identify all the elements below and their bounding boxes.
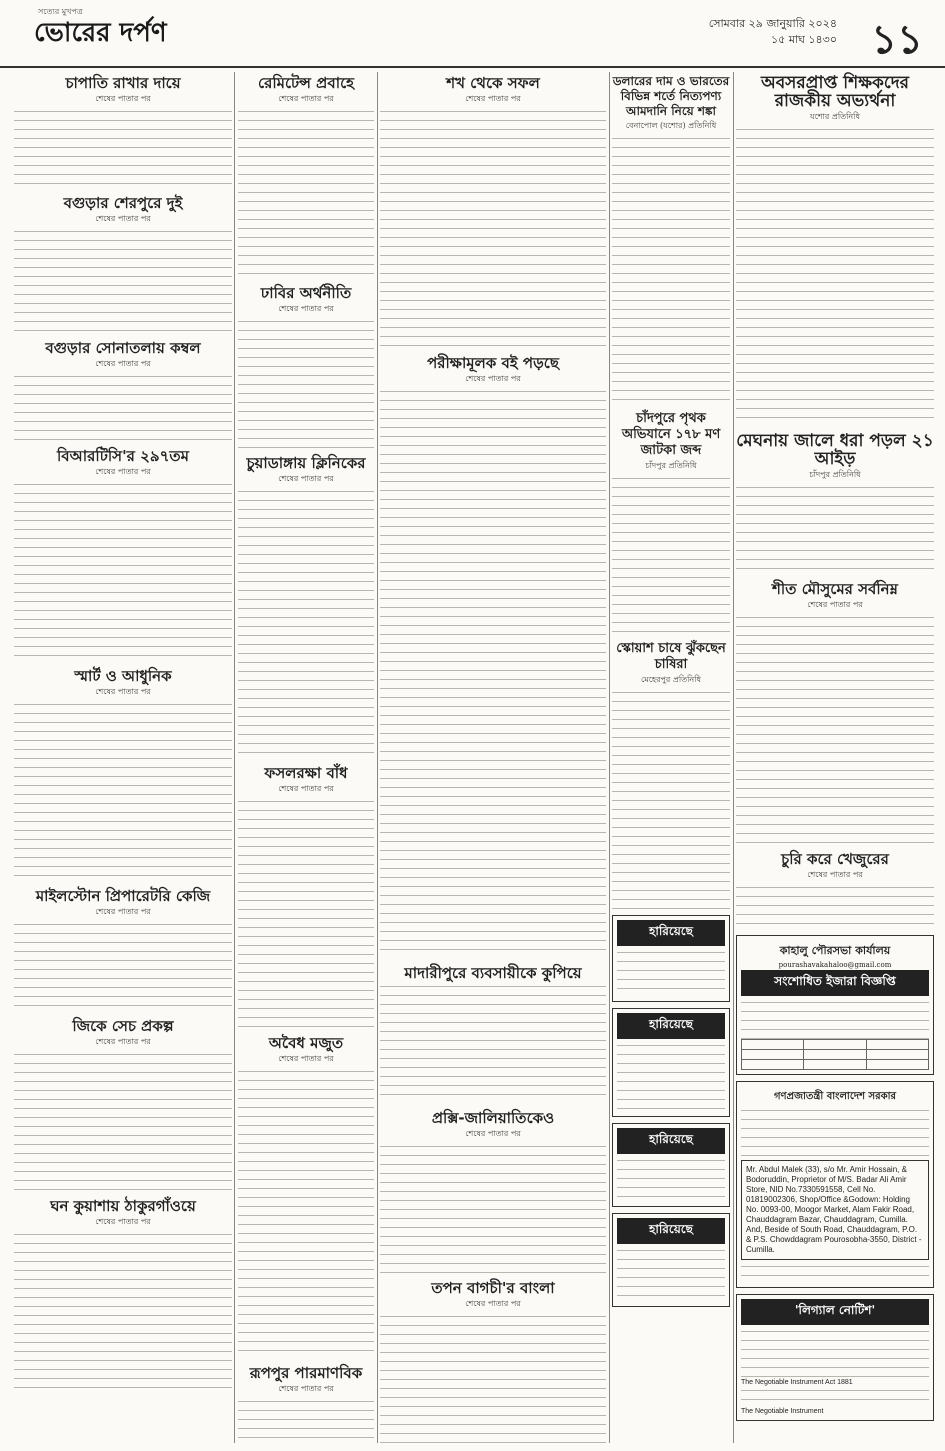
newspaper-logo: ভোরের দর্পণ: [34, 18, 167, 48]
kicker: শেষের পাতার পর: [95, 907, 151, 916]
ad-body: [617, 1247, 725, 1302]
story: [736, 432, 934, 574]
ad-title: হারিয়েছে: [617, 1013, 725, 1039]
court-footer: [741, 1263, 929, 1283]
headline: ঢাবির অর্থনীতি: [260, 284, 352, 302]
classified-ad: [612, 1008, 730, 1117]
headline: চুরি করে খেজুরের: [781, 850, 889, 868]
story-body: [612, 475, 730, 635]
story-body: [380, 388, 606, 958]
tender-office: কাহালু পৌরসভা কার্যালয়: [779, 944, 891, 957]
story-body: [736, 126, 934, 426]
story: [238, 1034, 374, 1358]
story: [14, 1197, 232, 1391]
kicker: শেষের পাতার পর: [95, 94, 151, 103]
ad-body: [617, 1157, 725, 1202]
dateline: [709, 16, 837, 48]
headline: জিকে সেচ প্রকল্প: [72, 1017, 174, 1035]
ad-body: [617, 1042, 725, 1112]
column-5: [736, 72, 934, 1443]
page-number: ১১: [871, 17, 923, 63]
story: [14, 667, 232, 881]
legal-title: 'লিগ্যাল নোটিশ': [741, 1299, 929, 1325]
tagline: সত্যের মুখপত্র: [38, 7, 83, 16]
story: [380, 964, 606, 1103]
legal-body-2: [741, 1387, 929, 1407]
kicker: শেষের পাতার পর: [95, 1037, 151, 1046]
story-body: [238, 318, 374, 448]
date-gregorian: সোমবার ২৯ জানুয়ারি ২০২৪: [708, 17, 837, 30]
story-body: [380, 1313, 606, 1443]
story-body: [14, 228, 232, 333]
story-body: [14, 1231, 232, 1391]
story-body: [14, 481, 232, 661]
story: [736, 580, 934, 844]
ad-title: হারিয়েছে: [617, 1218, 725, 1244]
column-3: [380, 72, 606, 1443]
story: [380, 354, 606, 958]
ad-title: হারিয়েছে: [617, 1128, 725, 1154]
tender-notice: [736, 935, 934, 1075]
column-divider: [234, 72, 235, 1443]
story-body: [238, 1068, 374, 1358]
kicker: যশোর প্রতিনিধি: [810, 112, 860, 121]
legal-english: The Negotiable Instrument Act 1881: [741, 1379, 853, 1386]
masthead: [0, 0, 945, 68]
headline: স্মার্ট ও আধুনিক: [74, 667, 172, 685]
story: [238, 74, 374, 278]
story-body: [736, 614, 934, 844]
story-body: [612, 135, 730, 405]
story-body: [14, 701, 232, 881]
court-govt: গণপ্রজাতন্ত্রী বাংলাদেশ সরকার: [774, 1091, 896, 1102]
story: [14, 447, 232, 661]
legal-notice: [736, 1294, 934, 1421]
kicker: শেষের পাতার পর: [465, 374, 521, 383]
headline: অবৈধ মজুত: [268, 1034, 344, 1052]
story: [238, 284, 374, 448]
story-body: [380, 1143, 606, 1273]
headline: রূপপুর পারমাণবিক: [249, 1364, 363, 1382]
story-body: [14, 921, 232, 1011]
kicker: শেষের পাতার পর: [807, 600, 863, 609]
kicker: শেষের পাতার পর: [278, 1054, 334, 1063]
headline: শখ থেকে সফল: [446, 74, 540, 92]
column-4: [612, 72, 730, 1443]
column-divider: [377, 72, 378, 1443]
kicker: শেষের পাতার পর: [278, 304, 334, 313]
story: [612, 74, 730, 405]
story-body: [238, 798, 374, 1028]
story: [380, 1109, 606, 1273]
legal-body: [741, 1328, 929, 1378]
column-divider: [733, 72, 734, 1443]
headline: প্রক্সি-জালিয়াতিকেও: [431, 1109, 555, 1127]
court-english: Mr. Abdul Malek (33), s/o Mr. Amir Hossain, & Bodoruddin, Proprietor of M/S. Badar Ali Amir Store, NID No.7330591558, Cell No. 01819002306, Shop/Office &Godown: Holding No. 0093-00, Moogor Market, Alam Fakir Road, Chauddagram Bazar, Chauddagram, Cumilla. And, Beside of South Road, Chauddagram, P.O. & P.S. Chowddagram Pourosobha-3550, District - Cumilla.: [741, 1160, 929, 1260]
story-body: [238, 108, 374, 278]
headline: রেমিটেন্স প্রবাহে: [258, 74, 354, 92]
story: [736, 850, 934, 929]
kicker: চাঁদপুর প্রতিনিধি: [809, 470, 861, 479]
kicker: শেষের পাতার পর: [278, 784, 334, 793]
headline: চুয়াডাঙ্গায় ক্লিনিকের: [246, 454, 366, 472]
story: [14, 339, 232, 441]
headline: শীত মৌসুমের সর্বনিম্ন: [772, 580, 898, 598]
column-1: [14, 72, 232, 1443]
headline: মাইলস্টোন প্রিপারেটরি কেজি: [35, 887, 211, 905]
story: [238, 454, 374, 758]
kicker: শেষের পাতার পর: [465, 1129, 521, 1138]
kicker: শেষের পাতার পর: [278, 1384, 334, 1393]
ad-body: [617, 949, 725, 997]
kicker: শেষের পাতার পর: [465, 94, 521, 103]
column-2: [238, 72, 374, 1443]
headline: বগুড়ার সোনাতলায় কম্বল: [45, 339, 201, 357]
headline: মাদারীপুরে ব্যবসায়ীকে কুপিয়ে: [404, 964, 582, 982]
tender-title: সংশোধিত ইজারা বিজ্ঞপ্তি: [741, 970, 929, 996]
story: [238, 1364, 374, 1443]
headline: পরীক্ষামূলক বই পড়ছে: [427, 354, 559, 372]
kicker: শেষের পাতার পর: [278, 94, 334, 103]
story-body: [238, 488, 374, 758]
kicker: শেষের পাতার পর: [95, 359, 151, 368]
court-body: [741, 1107, 929, 1157]
story: [612, 411, 730, 635]
headline: বগুড়ার শেরপুরে দুই: [63, 194, 183, 212]
kicker: শেষের পাতার পর: [95, 687, 151, 696]
story-body: [238, 1398, 374, 1443]
story: [14, 887, 232, 1011]
headline: অবসরপ্রাপ্ত শিক্ষকদের রাজকীয় অভ্যর্থনা: [761, 73, 909, 111]
story: [736, 74, 934, 426]
kicker: শেষের পাতার পর: [95, 214, 151, 223]
date-bangla: ১৫ মাঘ ১৪৩০: [771, 33, 837, 46]
story: [14, 74, 232, 188]
story-body: [612, 689, 730, 909]
headline: চাঁদপুরে পৃথক অভিযানে ১৭৮ মণ জাটকা জব্দ: [621, 411, 721, 458]
headline: স্কোয়াশ চাষে ঝুঁকছেন চাষিরা: [616, 641, 726, 672]
kicker: চাঁদপুর প্রতিনিধি: [645, 461, 697, 470]
story: [380, 74, 606, 348]
kicker: শেষের পাতার পর: [95, 467, 151, 476]
kicker: বেনাপোল (যশোর) প্রতিনিধি: [625, 121, 717, 130]
headline: মেঘনায় জালে ধরা পড়ল ২১ আইড়: [736, 431, 934, 469]
kicker: শেষের পাতার পর: [278, 474, 334, 483]
story: [380, 1279, 606, 1443]
headline: তপন বাগচী'র বাংলা: [431, 1279, 555, 1297]
story-body: [380, 108, 606, 348]
headline: ডলারের দাম ও ভারতের বিভিন্ন শর্তে নিত্যপণ্য আমদানি নিয়ে শঙ্কা: [612, 74, 730, 118]
kicker: শেষের পাতার পর: [807, 870, 863, 879]
story: [14, 1017, 232, 1191]
kicker: শেষের পাতার পর: [95, 1217, 151, 1226]
headline: ঘন কুয়াশায় ঠাকুরগাঁওয়ে: [50, 1197, 196, 1215]
story-body: [380, 983, 606, 1103]
story-body: [736, 484, 934, 574]
tender-email: pourashavakahaloo@gmail.com: [778, 961, 892, 969]
story-body: [14, 373, 232, 441]
classified-ad: [612, 1213, 730, 1307]
court-notice: [736, 1081, 934, 1288]
tender-table: [741, 1039, 929, 1070]
column-divider: [609, 72, 610, 1443]
story: [612, 641, 730, 909]
story-body: [14, 108, 232, 188]
tender-body: [741, 999, 929, 1039]
headline: চাপাতি রাখার দায়ে: [65, 74, 181, 92]
kicker: মেহেরপুর প্রতিনিধি: [641, 675, 701, 684]
story: [14, 194, 232, 333]
headline: বিআরটিসি'র ২৯৭তম: [57, 447, 189, 465]
headline: ফসলরক্ষা বাঁধ: [264, 764, 348, 782]
story-body: [736, 884, 934, 929]
ad-title: হারিয়েছে: [617, 920, 725, 946]
story-body: [14, 1051, 232, 1191]
classified-ad: [612, 1123, 730, 1207]
classified-ad: [612, 915, 730, 1002]
kicker: শেষের পাতার পর: [465, 1299, 521, 1308]
legal-bottom: The Negotiable Instrument: [741, 1408, 824, 1415]
story: [238, 764, 374, 1028]
